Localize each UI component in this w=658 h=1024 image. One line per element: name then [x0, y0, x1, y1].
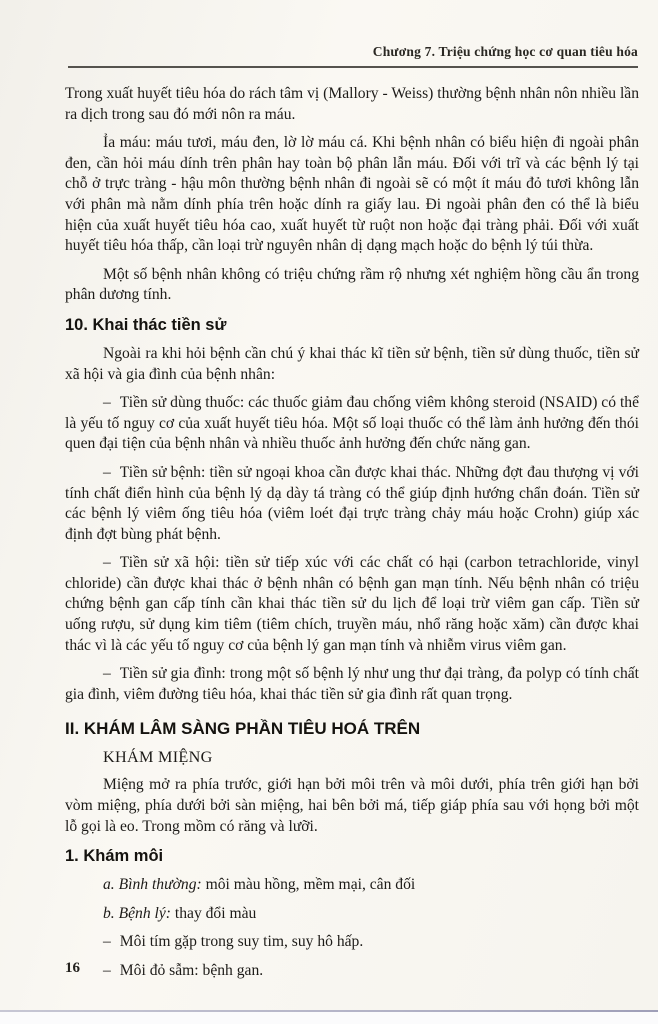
item-text: Môi tím gặp trong suy tim, suy hô hấp. [119, 933, 364, 951]
bullet-text: Tiền sử xã hội: tiền sử tiếp xúc với các chất có hại (carbon tetrachloride, vinyl chloride) cần được khai thác ở bệnh nhân có bệnh gan mạn tính. Nếu bệnh nhân có triệu chứng bệnh gan cấp tính cần khai thác tiền sử du lịch để loại trừ viêm gan cấp. Tiền sử uống rượu, sử dụng kim tiêm (tiêm chích, truyền máu, nhổ răng hoặc xăm) cần được khai thác vì là các yếu tố nguy cơ của bệnh lý gan mạn tính và nhiễm virus viêm gan. [65, 554, 639, 654]
section-heading-khai-thac-tien-su: 10. Khai thác tiền sử [65, 315, 227, 334]
paragraph-mallory-weiss: Trong xuất huyết tiêu hóa do rách tâm vị (Mallory - Weiss) thường bệnh nhân nôn nhiều lần ra dịch trong sau đó mới nôn ra máu. [65, 85, 639, 123]
item-text: Môi đỏ sẫm: bệnh gan. [119, 962, 264, 979]
paragraph-ia-mau: Ỉa máu: máu tươi, máu đen, lờ lờ máu cá. Khi bệnh nhân có biểu hiện đi ngoài phân đen, cần hỏi máu dính trên phân hay toàn bộ phân lẫn máu. Đối với trĩ và các bệnh lý tại chỗ ở trực tràng - hậu môn thường bệnh nhân đi ngoài sẽ có một ít máu đỏ tươi không lẫn với phân mà nằm dính phía trên hoặc dính ra giấy lau. Đi ngoài phân đen có thể là biểu hiện của xuất huyết tiêu hóa cao, xuất huyết từ ruột non hoặc đại tràng phải. Đối với xuất huyết tiêu hóa thấp, cần loại trừ nguyên nhân dị dạng mạch hoặc do bệnh lý túi thừa. [65, 134, 639, 255]
bullet-dash: – [103, 665, 111, 683]
bullet-text: Tiền sử bệnh: tiền sử ngoại khoa cần được khai thác. Những đợt đau thượng vị với tính chất điển hình của bệnh lý dạ dày tá tràng có thể giúp định hướng chẩn đoán. Tiền sử các bệnh lý viêm ống tiêu hóa (viêm loét đại trực tràng chảy máu hoặc Crohn) giúp xác định đợt bùng phát bệnh. [65, 463, 639, 543]
bullet-tien-su-gia-dinh [65, 664, 639, 705]
item-text: thay đổi màu [174, 904, 257, 922]
bullet-dash: – [103, 962, 111, 979]
bullet-text: Tiền sử dùng thuốc: các thuốc giảm đau chống viêm không steroid (NSAID) có thể là yếu tố nguy cơ của xuất huyết tiêu hóa. Một số loại thuốc có thể làm ảnh hưởng đến thói quen đại tiện của bệnh nhân và nhiều thuốc ảnh hưởng đến chức năng gan. [65, 394, 639, 453]
paragraph-history-intro: Ngoài ra khi hỏi bệnh cần chú ý khai thác kĩ tiền sử bệnh, tiền sử dùng thuốc, tiền sử xã hội và gia đình của bệnh nhân: [65, 344, 639, 383]
bullet-text: Tiền sử gia đình: trong một số bệnh lý như ung thư đại tràng, đa polyp có tính chất gia đình, viêm đường tiêu hóa, khai thác tiền sử gia đình rất quan trọng. [65, 665, 639, 703]
item-text: môi màu hồng, mềm mại, cân đối [205, 876, 416, 894]
lip-item-benh-ly [65, 904, 639, 925]
item-lead: a. Bình thường: [103, 876, 202, 894]
lip-item-moi-do-sam [65, 961, 639, 982]
section-heading-kham-lam-sang: II. KHÁM LÂM SÀNG PHẦN TIÊU HOÁ TRÊN [65, 719, 421, 739]
page-number: 16 [65, 960, 80, 976]
header-rule [68, 66, 638, 68]
section-heading-kham-moi: 1. Khám môi [65, 847, 164, 866]
bullet-tien-su-xa-hoi [65, 553, 639, 656]
bullet-dash: – [103, 463, 111, 481]
bullet-dash: – [103, 554, 111, 572]
running-header [68, 44, 638, 60]
bullet-tien-su-dung-thuoc [65, 393, 639, 455]
lip-item-moi-tim [65, 932, 639, 953]
bullet-dash: – [103, 394, 111, 412]
scan-margin-below [0, 1012, 658, 1024]
page-content [65, 84, 639, 990]
chapter-title: Chương 7. Triệu chứng học cơ quan tiêu hóa [372, 44, 638, 59]
bullet-tien-su-benh [65, 463, 639, 545]
paragraph-mieng-mo-ta: Miệng mở ra phía trước, giới hạn bởi môi trên và môi dưới, phía trên giới hạn bởi vòm miệng, phía dưới bởi sàn miệng, hai bên bởi má, tiếp giáp phía sau với họng bởi một lỗ gọi là eo. Trong mồm có răng và lưỡi. [65, 776, 639, 835]
item-lead: b. Bệnh lý: [103, 904, 171, 922]
paragraph-hong-cau-an: Một số bệnh nhân không có triệu chứng rầm rộ nhưng xét nghiệm hồng cầu ẩn trong phân dương tính. [65, 265, 639, 304]
lip-item-binh-thuong [65, 875, 639, 896]
subheading-kham-mieng: KHÁM MIỆNG [103, 748, 213, 767]
bullet-dash: – [103, 933, 111, 951]
